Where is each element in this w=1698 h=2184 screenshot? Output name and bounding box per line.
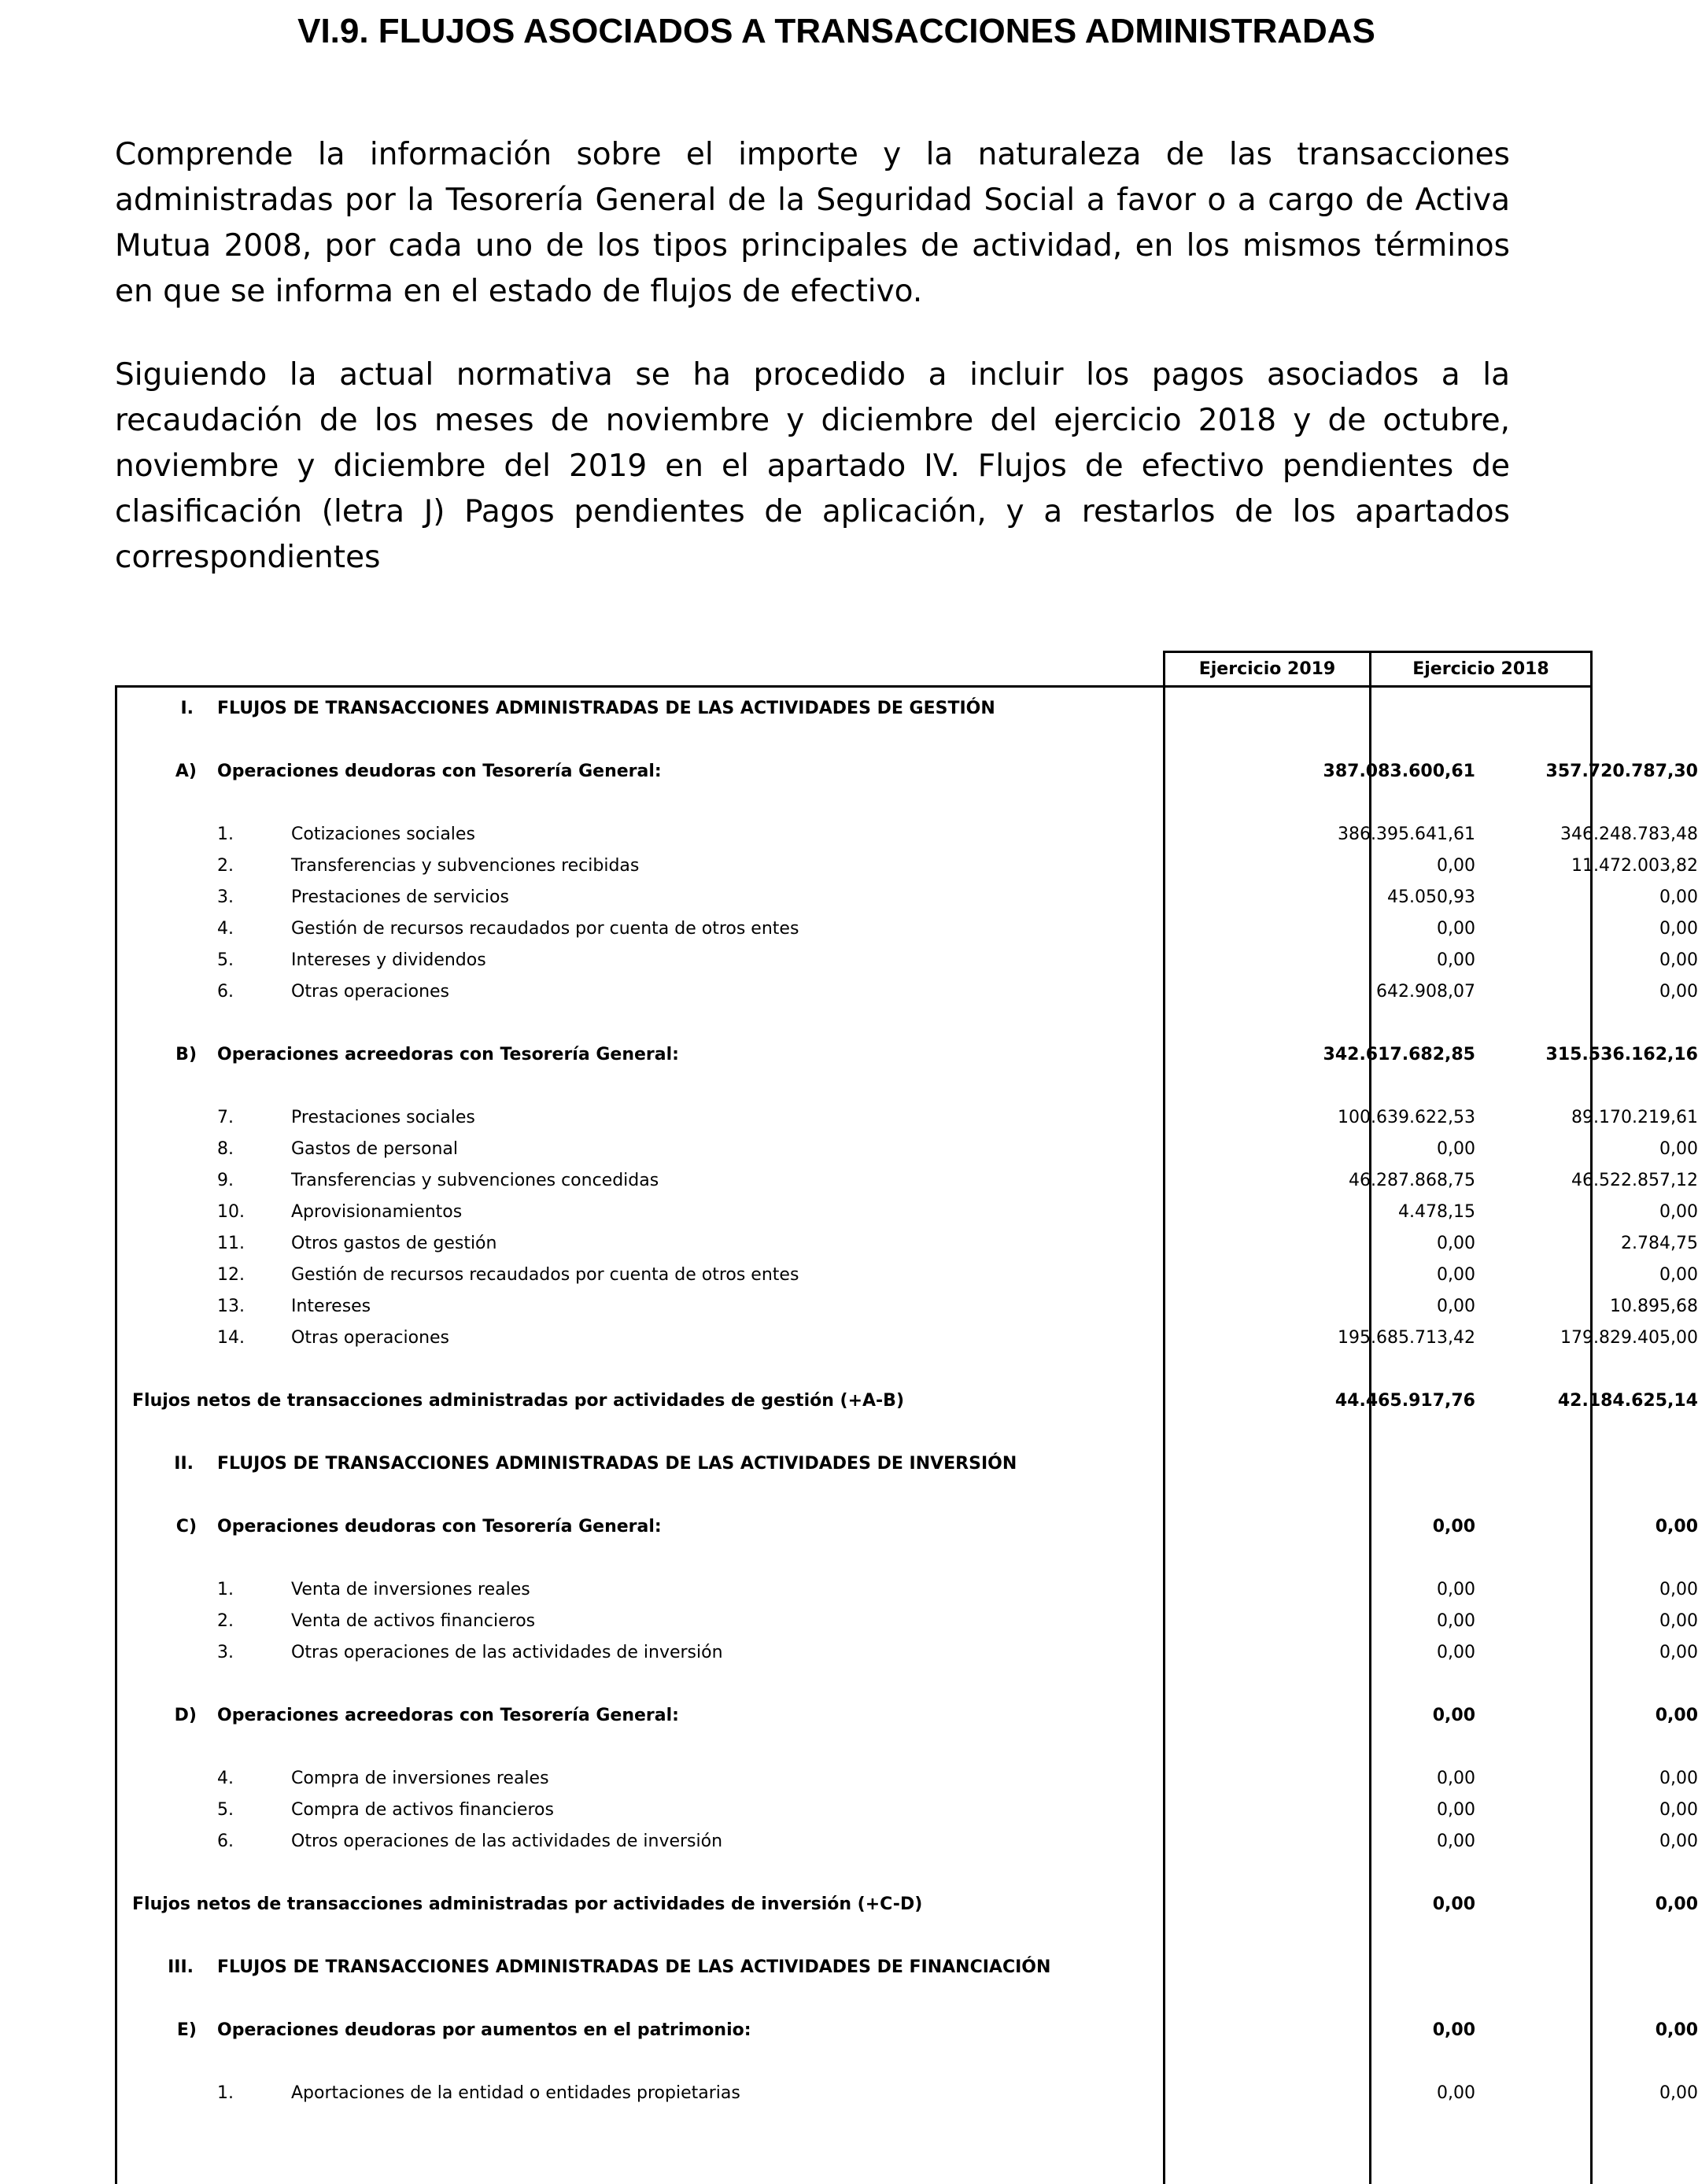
table-row-section bbox=[115, 693, 1593, 725]
value-2019: 0,00 bbox=[1437, 1139, 1475, 1159]
value-2019: 0,00 bbox=[1437, 919, 1475, 939]
item-label: Prestaciones sociales bbox=[291, 1108, 475, 1127]
table-row bbox=[115, 1795, 1698, 1826]
table-row bbox=[115, 1134, 1698, 1165]
table-row bbox=[115, 1606, 1698, 1637]
group-label: Operaciones acreedoras con Tesorería General: bbox=[217, 1706, 679, 1725]
table-row bbox=[115, 1228, 1698, 1260]
value-2018: 0,00 bbox=[1659, 1139, 1698, 1159]
item-number: 8. bbox=[217, 1139, 234, 1159]
value-2018: 0,00 bbox=[1659, 1611, 1698, 1631]
value-2018: 0,00 bbox=[1659, 1800, 1698, 1820]
value-2019: 342.617.682,85 bbox=[1323, 1045, 1475, 1064]
group-label: Operaciones deudoras por aumentos en el patrimonio: bbox=[217, 2020, 751, 2040]
value-2019: 100.639.622,53 bbox=[1338, 1108, 1475, 1127]
value-2018: 0,00 bbox=[1659, 887, 1698, 907]
total-label: Flujos netos de transacciones administradas por actividades de gestión (+A-B) bbox=[132, 1391, 905, 1411]
table-row bbox=[115, 1826, 1698, 1858]
item-label: Otras operaciones bbox=[291, 1328, 450, 1348]
table-row bbox=[115, 850, 1698, 882]
value-2018: 0,00 bbox=[1659, 1202, 1698, 1222]
item-number: 7. bbox=[217, 1108, 234, 1127]
item-label: Gestión de recursos recaudados por cuenta de otros entes bbox=[291, 1265, 799, 1285]
item-number: 1. bbox=[217, 825, 234, 844]
section-number: I. bbox=[180, 699, 194, 718]
value-2018: 315.536.162,16 bbox=[1545, 1045, 1698, 1064]
table-row bbox=[115, 2078, 1698, 2109]
item-number: 11. bbox=[217, 1234, 245, 1253]
table-row-group bbox=[115, 1511, 1698, 1543]
group-letter: A) bbox=[175, 762, 197, 781]
table-row bbox=[115, 1291, 1698, 1323]
item-number: 3. bbox=[217, 1643, 234, 1662]
value-2018: 89.170.219,61 bbox=[1571, 1108, 1698, 1127]
total-label: Flujos netos de transacciones administradas por actividades de inversión (+C-D) bbox=[132, 1894, 923, 1914]
value-2018: 0,00 bbox=[1659, 982, 1698, 1002]
table-row-group bbox=[115, 2015, 1698, 2046]
item-number: 5. bbox=[217, 1800, 234, 1820]
value-2019: 44.465.917,76 bbox=[1334, 1391, 1475, 1411]
value-2019: 0,00 bbox=[1432, 2020, 1475, 2040]
item-label: Intereses bbox=[291, 1297, 371, 1316]
item-number: 9. bbox=[217, 1171, 234, 1190]
value-2018: 0,00 bbox=[1655, 2020, 1698, 2040]
value-2019: 0,00 bbox=[1437, 1611, 1475, 1631]
item-number: 4. bbox=[217, 1769, 234, 1788]
table-row bbox=[115, 819, 1698, 850]
value-2018: 0,00 bbox=[1659, 919, 1698, 939]
value-2018: 10.895,68 bbox=[1610, 1297, 1698, 1316]
item-label: Prestaciones de servicios bbox=[291, 887, 509, 907]
table-row-group bbox=[115, 1039, 1698, 1071]
value-2019: 0,00 bbox=[1437, 2083, 1475, 2103]
value-2019: 0,00 bbox=[1437, 856, 1475, 876]
table-row bbox=[115, 1323, 1698, 1354]
table-row bbox=[115, 882, 1698, 913]
table-row bbox=[115, 1637, 1698, 1669]
table-row-section bbox=[115, 1448, 1593, 1480]
table-row bbox=[115, 913, 1698, 945]
group-label: Operaciones deudoras con Tesorería General: bbox=[217, 762, 662, 781]
value-2018: 346.248.783,48 bbox=[1560, 825, 1698, 844]
section-label: FLUJOS DE TRANSACCIONES ADMINISTRADAS DE LAS ACTIVIDADES DE GESTIÓN bbox=[217, 699, 995, 718]
item-number: 3. bbox=[217, 887, 234, 907]
item-label: Intereses y dividendos bbox=[291, 950, 486, 970]
item-number: 10. bbox=[217, 1202, 245, 1222]
value-2019: 45.050,93 bbox=[1387, 887, 1475, 907]
group-label: Operaciones deudoras con Tesorería General: bbox=[217, 1517, 662, 1537]
group-letter: E) bbox=[176, 2020, 197, 2040]
table-row bbox=[115, 1197, 1698, 1228]
value-2018: 0,00 bbox=[1659, 1832, 1698, 1851]
value-2019: 0,00 bbox=[1432, 1706, 1475, 1725]
page-title: VI.9. FLUJOS ASOCIADOS A TRANSACCIONES ADMINISTRADAS bbox=[297, 12, 1375, 50]
table-row-group bbox=[115, 1700, 1698, 1732]
item-number: 6. bbox=[217, 1832, 234, 1851]
column-header-2018: Ejercicio 2018 bbox=[1412, 659, 1549, 679]
item-label: Venta de activos financieros bbox=[291, 1611, 536, 1631]
value-2018: 0,00 bbox=[1659, 1580, 1698, 1599]
table-row-section bbox=[115, 1952, 1593, 1983]
value-2019: 0,00 bbox=[1437, 1769, 1475, 1788]
item-label: Compra de activos financieros bbox=[291, 1800, 554, 1820]
item-number: 4. bbox=[217, 919, 234, 939]
item-number: 6. bbox=[217, 982, 234, 1002]
value-2019: 0,00 bbox=[1437, 1800, 1475, 1820]
value-2019: 0,00 bbox=[1437, 1265, 1475, 1285]
value-2018: 0,00 bbox=[1659, 1769, 1698, 1788]
intro-paragraph: Comprende la información sobre el importe y la naturaleza de las transacciones administradas por la Tesorería General de la Seguridad Social a favor o a cargo de Activa Mutua 2008, por cada uno de los tipos principales de actividad, en los mismos términos en que se informa en el estado de flujos de efectivo. bbox=[115, 137, 1510, 309]
value-2019: 0,00 bbox=[1437, 1580, 1475, 1599]
value-2018: 11.472.003,82 bbox=[1571, 856, 1698, 876]
item-label: Otros gastos de gestión bbox=[291, 1234, 497, 1253]
item-number: 2. bbox=[217, 856, 234, 876]
item-label: Gastos de personal bbox=[291, 1139, 459, 1159]
value-2019: 386.395.641,61 bbox=[1338, 825, 1475, 844]
table-row bbox=[115, 1102, 1698, 1134]
item-label: Transferencias y subvenciones recibidas bbox=[291, 856, 640, 876]
value-2019: 0,00 bbox=[1437, 950, 1475, 970]
table-row bbox=[115, 945, 1698, 976]
item-label: Gestión de recursos recaudados por cuenta de otros entes bbox=[291, 919, 799, 939]
section-number: II. bbox=[174, 1454, 194, 1474]
value-2019: 195.685.713,42 bbox=[1338, 1328, 1475, 1348]
item-label: Aportaciones de la entidad o entidades propietarias bbox=[291, 2083, 740, 2103]
item-label: Otras operaciones bbox=[291, 982, 450, 1002]
section-label: FLUJOS DE TRANSACCIONES ADMINISTRADAS DE LAS ACTIVIDADES DE INVERSIÓN bbox=[217, 1454, 1017, 1474]
item-number: 5. bbox=[217, 950, 234, 970]
normative-paragraph: Siguiendo la actual normativa se ha procedido a incluir los pagos asociados a la recaudación de los meses de noviembre y diciembre del ejercicio 2018 y de octubre, noviembre y diciembre del 2019 en el apartado IV. Flujos de efectivo pendientes de clasificación (letra J) Pagos pendientes de aplicación, y a restarlos de los apartados correspondientes bbox=[115, 357, 1510, 575]
item-label: Otros operaciones de las actividades de inversión bbox=[291, 1832, 723, 1851]
item-label: Otras operaciones de las actividades de inversión bbox=[291, 1643, 723, 1662]
item-label: Venta de inversiones reales bbox=[291, 1580, 530, 1599]
value-2019: 0,00 bbox=[1432, 1894, 1475, 1914]
item-label: Cotizaciones sociales bbox=[291, 825, 475, 844]
value-2018: 0,00 bbox=[1659, 2083, 1698, 2103]
value-2019: 0,00 bbox=[1437, 1297, 1475, 1316]
value-2018: 0,00 bbox=[1655, 1706, 1698, 1725]
item-label: Compra de inversiones reales bbox=[291, 1769, 549, 1788]
item-number: 12. bbox=[217, 1265, 245, 1285]
value-2018: 179.829.405,00 bbox=[1560, 1328, 1698, 1348]
value-2018: 0,00 bbox=[1659, 950, 1698, 970]
section-number: III. bbox=[168, 1957, 194, 1977]
item-label: Transferencias y subvenciones concedidas bbox=[291, 1171, 659, 1190]
value-2019: 46.287.868,75 bbox=[1349, 1171, 1475, 1190]
column-header-2019: Ejercicio 2019 bbox=[1198, 659, 1336, 679]
group-letter: B) bbox=[175, 1045, 197, 1064]
value-2019: 0,00 bbox=[1437, 1643, 1475, 1662]
value-2019: 0,00 bbox=[1437, 1234, 1475, 1253]
group-label: Operaciones acreedoras con Tesorería General: bbox=[217, 1045, 679, 1064]
value-2019: 4.478,15 bbox=[1398, 1202, 1475, 1222]
value-2018: 2.784,75 bbox=[1621, 1234, 1698, 1253]
table-row bbox=[115, 1260, 1698, 1291]
item-number: 13. bbox=[217, 1297, 245, 1316]
value-2018: 357.720.787,30 bbox=[1545, 762, 1698, 781]
item-number: 2. bbox=[217, 1611, 234, 1631]
item-number: 1. bbox=[217, 2083, 234, 2103]
item-number: 14. bbox=[217, 1328, 245, 1348]
group-letter: D) bbox=[174, 1706, 197, 1725]
value-2018: 0,00 bbox=[1655, 1894, 1698, 1914]
value-2019: 642.908,07 bbox=[1376, 982, 1475, 1002]
value-2019: 0,00 bbox=[1437, 1832, 1475, 1851]
item-label: Aprovisionamientos bbox=[291, 1202, 463, 1222]
table-row bbox=[115, 976, 1698, 1008]
value-2018: 46.522.857,12 bbox=[1571, 1171, 1698, 1190]
value-2018: 42.184.625,14 bbox=[1557, 1391, 1698, 1411]
table-row bbox=[115, 1763, 1698, 1795]
value-2018: 0,00 bbox=[1659, 1265, 1698, 1285]
item-number: 1. bbox=[217, 1580, 234, 1599]
table-row-total bbox=[115, 1889, 1698, 1920]
section-label: FLUJOS DE TRANSACCIONES ADMINISTRADAS DE LAS ACTIVIDADES DE FINANCIACIÓN bbox=[217, 1957, 1051, 1977]
table-row-group bbox=[115, 756, 1698, 788]
value-2018: 0,00 bbox=[1659, 1643, 1698, 1662]
table-row bbox=[115, 1574, 1698, 1606]
value-2018: 0,00 bbox=[1655, 1517, 1698, 1537]
group-letter: C) bbox=[175, 1517, 197, 1537]
table-row bbox=[115, 1165, 1698, 1197]
value-2019: 0,00 bbox=[1432, 1517, 1475, 1537]
table-row-total bbox=[115, 1385, 1698, 1417]
value-2019: 387.083.600,61 bbox=[1323, 762, 1475, 781]
